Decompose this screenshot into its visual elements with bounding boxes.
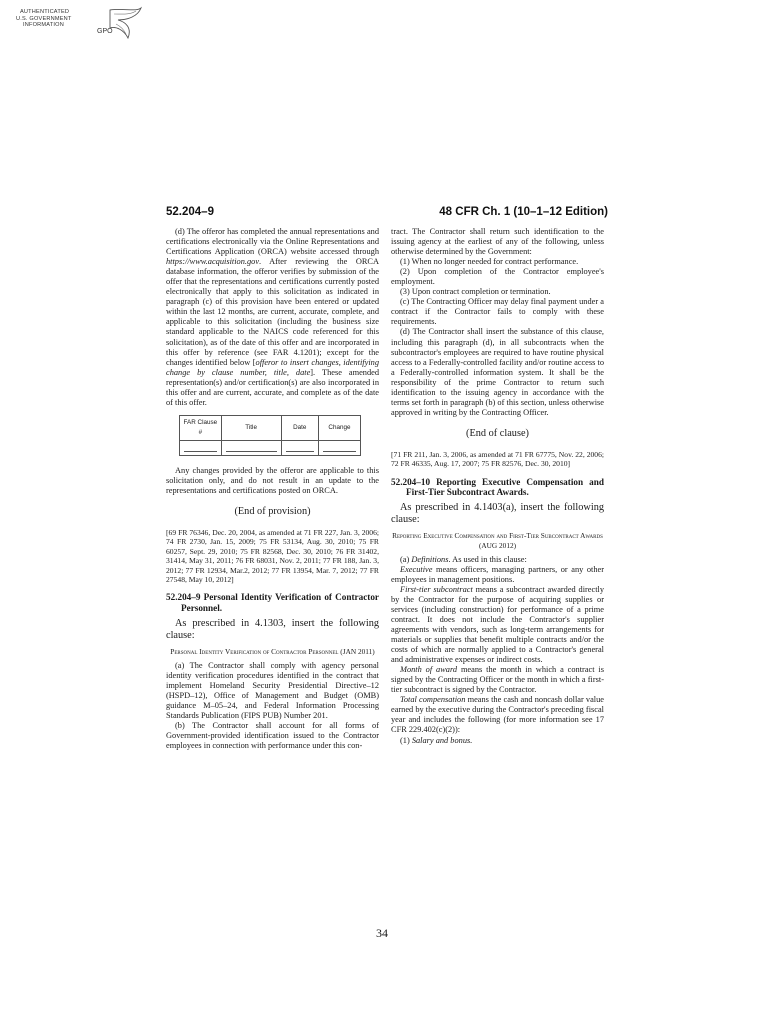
right-column [391,227,604,746]
paragraph-1-salary: (1) Salary and bonus. [400,735,473,745]
table-header-date: Date [281,415,318,440]
paragraph-c: (c) The Contracting Officer may delay final payment under a contract if the Contractor fails to comply with these requirements. [391,297,604,327]
gpo-mark: GPO [97,28,113,35]
clause-title: Reporting Executive Compensation and First-Tier Subcontract Awards (AUG 2012) [392,531,603,551]
definition-month-of-award: Month of award means the month in which a contract is signed by the Contracting Officer or the month in which a first-tier subcontract is signed by the Contractor. [391,665,604,695]
paragraph-3: (3) Upon contract completion or termination. [400,287,551,297]
citation-52-204-9: [71 FR 211, Jan. 3, 2006, as amended at 71 FR 67775, Nov. 22, 2006; 72 FR 46335, Aug. 17, 2007; 75 FR 82576, Dec. 30, 2010] [391,449,604,469]
running-header-section: 52.204–9 [166,206,214,218]
paragraph-2: (2) Upon completion of the Contractor employee's employment. [391,267,604,287]
definition-total-compensation: Total compensation means the cash and noncash dollar value earned by the executive during the Contractor's preceding fiscal year and includes the following (for more information see 17 CFR 229.402(c)(2)): [391,695,604,735]
definition-first-tier-subcontract: First-tier subcontract means a subcontract awarded directly by the Contractor for the purpose of acquiring supplies or services (including construction) for performance of a prime contract. It does not include the Contractor's supplier agreements with vendors, such as long-term arrangements for materials or supplies that benefit multiple contracts and/or the costs of which are normally applied to a Contractor's general and administrative expenses or indirect costs. [391,584,605,665]
paragraph-d: (d) The offeror has completed the annual representations and certifications electronically via the Online Representations and Certifications Application (ORCA) website accessed through https://www.acquisition.gov. After reviewing the ORCA database information, the offeror verifies by submission of the offer that the representations and certifications currently posted electronically that apply to this solicitation as indicated in paragraph (c) of this provision have been entered or updated within the last 12 months, are current, accurate, complete, and applicable to this solicitation (including the business size standard applicable to the NAICS code referenced for this solicitation), as of the date of this offer and are incorporated in this offer by reference (see FAR 4.1201); except for the changes identified below [offeror to insert changes, identifying change by clause number, title, date]. These amended representation(s) and/or certification(s) are also incorporated in this offer and are current, accurate, and complete as of the date of this offer. [166,227,379,407]
table-row [180,440,361,455]
paragraph-a-definitions: (a) Definitions. As used in this clause: [400,554,527,564]
end-of-clause: (End of clause) [466,427,529,439]
paragraph-d: (d) The Contractor shall insert the substance of this clause, including this paragraph (d), in all subcontracts when the subcontractor's employees are required to have routine physical access to a Federally-controlled facility and/or routine access to a Federally-controlled information system. It shall be the responsibility of the prime Contractor to return such identification to the issuing agency in accordance with the terms set forth in paragraph (b) of this section, unless otherwise approved in writing by the Contracting Officer. [391,327,604,417]
prescription-intro: As prescribed in 4.1403(a), insert the following clause: [391,501,604,526]
table-header-far-clause: FAR Clause # [180,415,222,440]
prescription-intro: As prescribed in 4.1303, insert the following clause: [166,617,379,641]
section-heading-52-204-10: 52.204–10 Reporting Executive Compensation and First-Tier Subcontract Awards. [391,476,604,498]
paragraph-b: (b) The Contractor shall account for all forms of Government-provided identification issued to the Contractor employees in connection with performance under this con- [166,721,379,751]
url-text: https://www.acquisition.gov [166,257,260,267]
gpo-authentication-logo [14,6,144,46]
gpo-line-information: INFORMATION [23,22,64,28]
gpo-line-authenticated: AUTHENTICATED [20,9,70,15]
left-column [166,227,379,751]
section-heading-52-204-9: 52.204–9 Personal Identity Verification of Contractor Personnel. [166,592,379,614]
paragraph-1: (1) When no longer needed for contract performance. [400,257,579,267]
end-of-provision: (End of provision) [234,505,311,517]
table-header-change: Change [318,415,360,440]
paragraph-b-continued: tract. The Contractor shall return such identification to the issuing agency at the earliest of any of the following, unless otherwise determined by the Government: [391,227,604,257]
definition-executive: Executive means officers, managing partners, or any other employees in management positions. [391,564,604,584]
clause-title: Personal Identity Verification of Contractor Personnel (JAN 2011) [170,647,375,657]
paragraph-a: (a) The Contractor shall comply with agency personal identity verification procedures identified in the contract that implement Homeland Security Presidential Directive–12 (HSPD–12), Office of Management and Budget (OMB) guidance M–05–24, and Federal Information Processing Standards Publication (FIPS PUB) Number 201. [166,660,379,721]
running-header-title: 48 CFR Ch. 1 (10–1–12 Edition) [439,206,608,218]
changes-table [179,415,361,456]
table-header-title: Title [221,415,281,440]
gpo-line-us-government: U.S. GOVERNMENT [16,15,72,22]
page-number: 34 [376,926,388,940]
citation-52-204-8: [69 FR 76346, Dec. 20, 2004, as amended at 71 FR 227, Jan. 3, 2006; 74 FR 2730, Jan. 15, 2009; 75 FR 53134, Aug. 30, 2010; 75 FR 60257, Sept. 29, 2010; 75 FR 82568, Dec. 30, 2010; 76 FR 31402, 31414, May 31, 2011; 76 FR 68031, Nov. 2, 2011; 77 FR 188, Jan. 3, 2012; 77 FR 12934, Mar.2, 2012; 77 FR 13954, Mar. 7, 2012; 77 FR 27548, May 10, 2012] [166,527,379,585]
paragraph-changes: Any changes provided by the offeror are applicable to this solicitation only, and do not result in an update to the representations and certifications posted on ORCA. [166,465,379,495]
